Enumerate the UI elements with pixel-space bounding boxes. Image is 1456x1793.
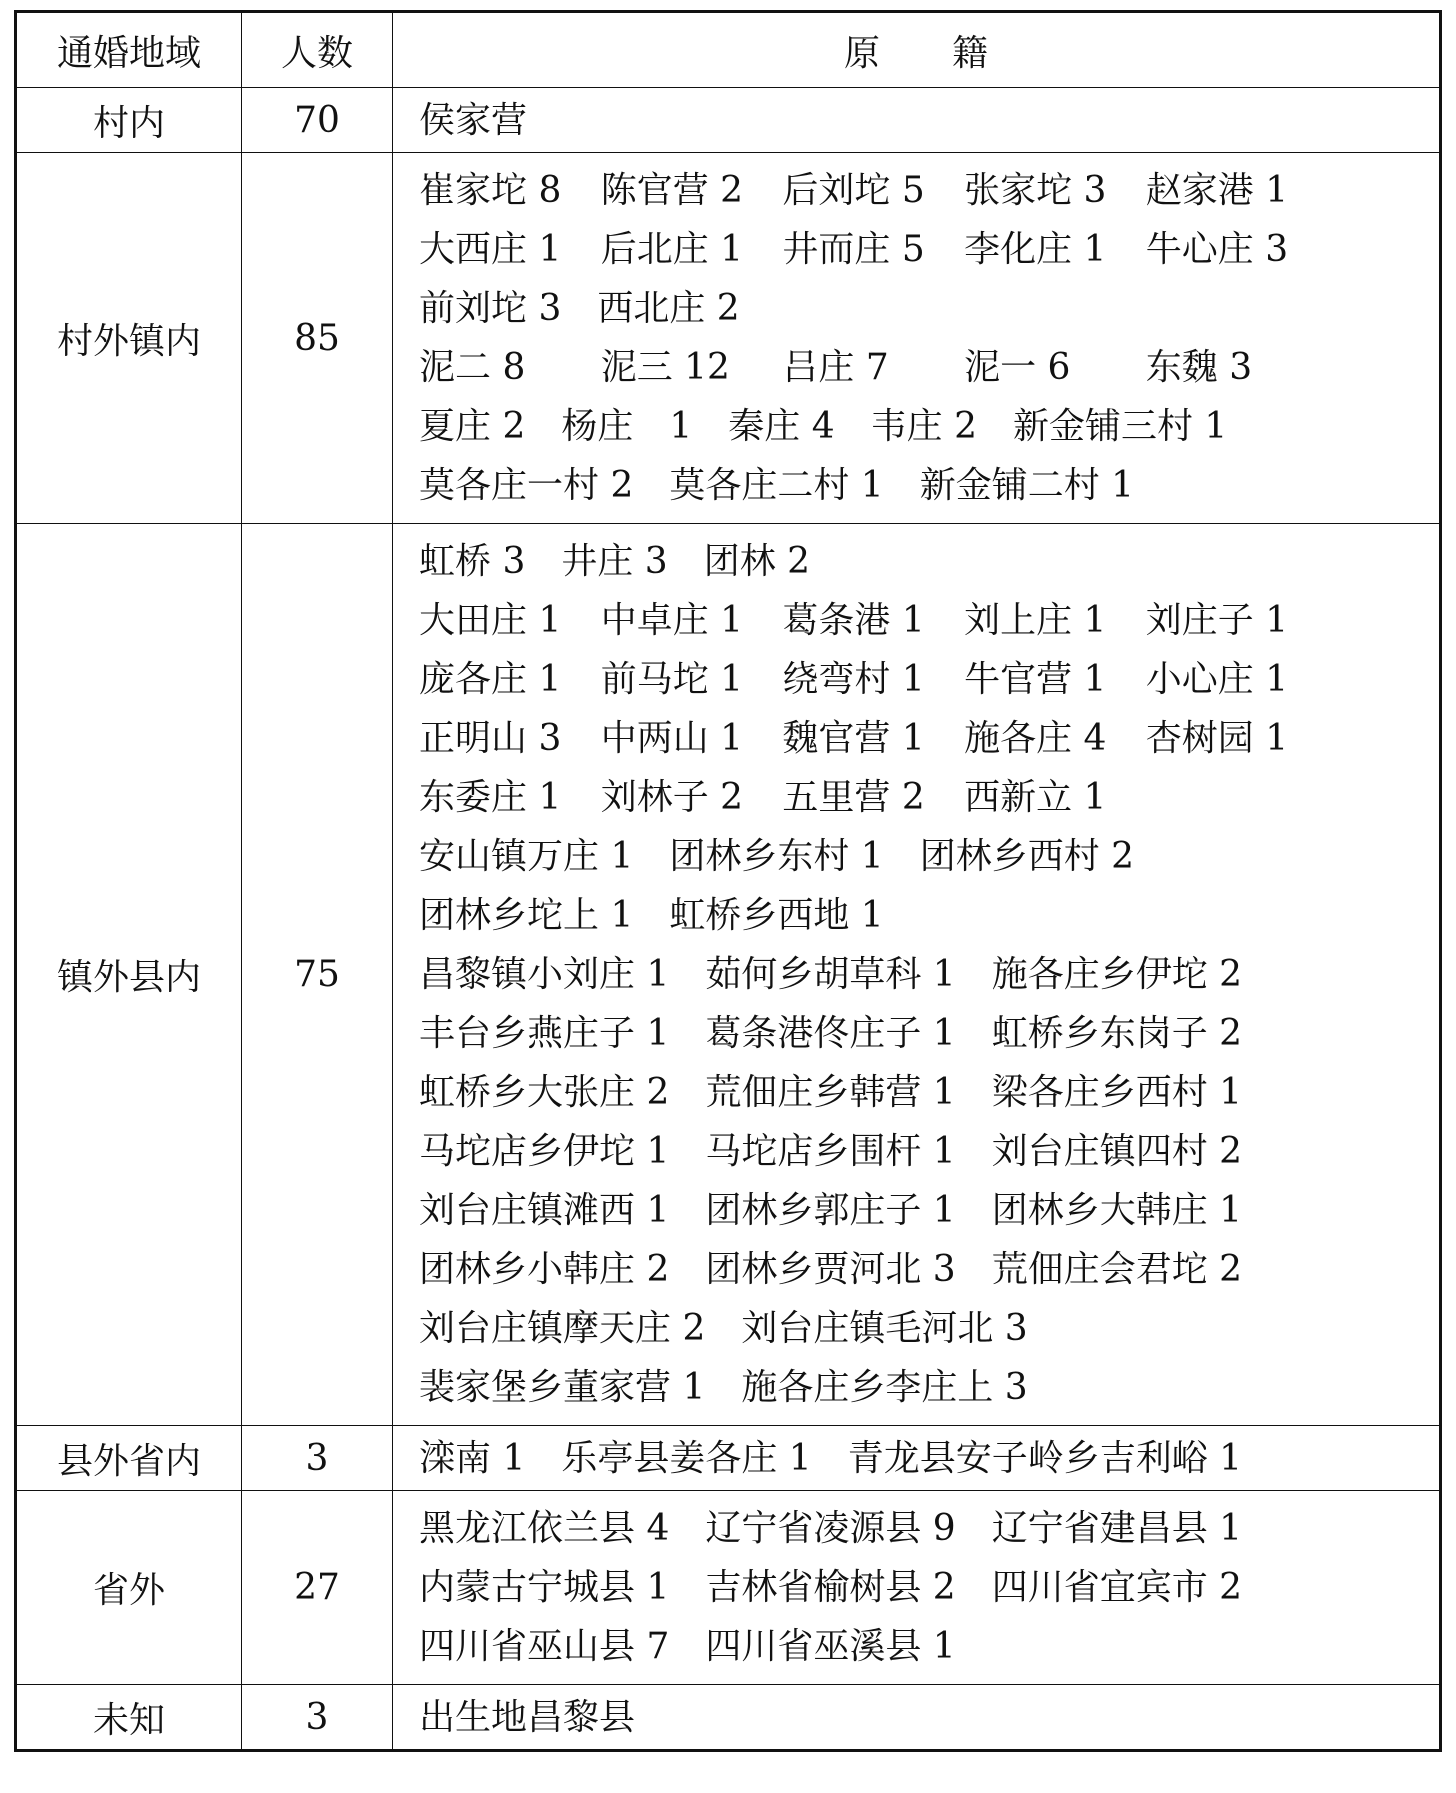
origin-cell	[393, 1426, 1441, 1491]
origin-line	[419, 91, 1439, 150]
origin-item: 大西庄 1	[419, 229, 562, 270]
origin-item: 荒佃庄会君坨 2	[991, 1249, 1243, 1290]
origin-line	[419, 1558, 1439, 1617]
origin-item: 四川省巫山县 7	[419, 1626, 670, 1667]
region-cell: 镇外县内	[16, 524, 242, 1426]
origin-item: 乐亭县姜各庄 1	[561, 1437, 812, 1479]
origin-item: 施各庄乡李庄上 3	[741, 1367, 1028, 1408]
count-cell: 27	[242, 1491, 393, 1685]
origin-item: 刘庄子 1	[1145, 600, 1289, 641]
origin-line	[419, 279, 1439, 338]
table-row	[16, 88, 1441, 153]
origin-line	[419, 1122, 1439, 1181]
origin-item: 杨庄 1	[561, 406, 693, 447]
origin-cell	[393, 88, 1441, 153]
origin-item: 正明山 3	[419, 718, 562, 759]
origin-item: 泥一 6	[964, 347, 1071, 388]
origin-item: 马坨店乡伊坨 1	[419, 1131, 670, 1172]
origin-line	[419, 650, 1439, 709]
origin-item: 秦庄 4	[728, 406, 835, 447]
origin-item: 魏官营 1	[782, 718, 925, 759]
origin-item: 侯家营	[419, 99, 528, 141]
table-row	[16, 524, 1441, 1426]
origin-item: 前马坨 1	[600, 659, 744, 700]
region-cell: 村内	[16, 88, 242, 153]
origin-line	[419, 1240, 1439, 1299]
table-row	[16, 153, 1441, 524]
origin-cell	[393, 153, 1441, 524]
origin-line	[419, 591, 1439, 650]
origin-item: 前刘坨 3	[419, 288, 562, 329]
region-cell: 未知	[16, 1685, 242, 1751]
origin-line	[419, 220, 1439, 279]
origin-line	[419, 456, 1439, 515]
region-cell: 省外	[16, 1491, 242, 1685]
origin-item: 刘台庄镇毛河北 3	[741, 1308, 1028, 1349]
origin-item: 丰台乡燕庄子 1	[419, 1013, 670, 1054]
origin-item: 刘林子 2	[600, 777, 744, 818]
origin-item: 中卓庄 1	[600, 600, 744, 641]
origin-item: 团林乡坨上 1	[419, 895, 634, 936]
origin-item: 莫各庄一村 2	[419, 465, 634, 506]
count-cell: 85	[242, 153, 393, 524]
origin-item: 新金铺二村 1	[919, 465, 1135, 506]
origin-item: 内蒙古宁城县 1	[419, 1567, 670, 1608]
region-cell: 县外省内	[16, 1426, 242, 1491]
origin-item: 后刘坨 5	[782, 170, 925, 211]
origin-item: 施各庄 4	[964, 718, 1107, 759]
count-cell: 75	[242, 524, 393, 1426]
origin-item: 泥三 12	[600, 347, 730, 388]
origin-item: 团林 2	[703, 541, 811, 582]
origin-item: 刘上庄 1	[964, 600, 1107, 641]
origin-item: 四川省巫溪县 1	[705, 1626, 956, 1667]
origin-item: 夏庄 2	[419, 406, 526, 447]
origin-item: 虹桥 3	[419, 541, 526, 582]
header-origin: 原 籍	[393, 12, 1441, 88]
origin-item: 五里营 2	[782, 777, 925, 818]
origin-cell	[393, 1685, 1441, 1751]
count-cell: 70	[242, 88, 393, 153]
count-cell: 3	[242, 1685, 393, 1751]
origin-cell	[393, 1491, 1441, 1685]
table-row	[16, 1426, 1441, 1491]
origin-item: 青龙县安子岭乡吉利峪 1	[847, 1437, 1243, 1479]
origin-item: 绕弯村 1	[782, 659, 925, 700]
origin-item: 张家坨 3	[964, 170, 1107, 211]
origin-item: 施各庄乡伊坨 2	[991, 954, 1243, 995]
origin-item: 茹何乡胡草科 1	[705, 954, 956, 995]
origin-line	[419, 532, 1439, 591]
origin-item: 团林乡贾河北 3	[705, 1249, 956, 1290]
origin-cell	[393, 524, 1441, 1426]
origin-item: 莫各庄二村 1	[669, 465, 884, 506]
origin-line	[419, 338, 1439, 397]
origin-item: 泥二 8	[419, 347, 526, 388]
origin-item: 赵家港 1	[1145, 170, 1289, 211]
origin-item: 韦庄 2	[870, 406, 977, 447]
origin-line	[419, 945, 1439, 1004]
origin-item: 中两山 1	[600, 718, 744, 759]
origin-item: 西北庄 2	[597, 288, 740, 329]
origin-item: 刘台庄镇四村 2	[991, 1131, 1243, 1172]
header-row	[16, 12, 1441, 88]
header-region: 通婚地域	[16, 12, 242, 88]
origin-line	[419, 827, 1439, 886]
region-cell: 村外镇内	[16, 153, 242, 524]
origin-item: 葛条港 1	[782, 600, 925, 641]
origin-item: 牛心庄 3	[1145, 229, 1289, 270]
origin-item: 团林乡小韩庄 2	[419, 1249, 670, 1290]
origin-item: 井庄 3	[561, 541, 668, 582]
origin-item: 安山镇万庄 1	[419, 836, 634, 877]
origin-item: 四川省宜宾市 2	[991, 1567, 1243, 1608]
origin-item: 团林乡郭庄子 1	[705, 1190, 956, 1231]
origin-item: 东委庄 1	[419, 777, 562, 818]
header-count: 人数	[242, 12, 393, 88]
origin-line	[419, 1299, 1439, 1358]
origin-item: 崔家坨 8	[419, 170, 562, 211]
origin-line	[419, 1358, 1439, 1417]
origin-item: 梁各庄乡西村 1	[991, 1072, 1243, 1113]
origin-line	[419, 709, 1439, 768]
origin-item: 辽宁省建昌县 1	[991, 1508, 1243, 1549]
origin-item: 东魏 3	[1145, 347, 1253, 388]
origin-line	[419, 1617, 1439, 1676]
origin-line	[419, 1499, 1439, 1558]
origin-item: 吉林省榆树县 2	[705, 1567, 956, 1608]
origin-line	[419, 1004, 1439, 1063]
origin-item: 虹桥乡西地 1	[669, 895, 884, 936]
origin-line	[419, 1688, 1439, 1747]
origin-item: 李化庄 1	[964, 229, 1107, 270]
origin-item: 团林乡大韩庄 1	[991, 1190, 1243, 1231]
origin-item: 荒佃庄乡韩营 1	[705, 1072, 956, 1113]
origin-item: 陈官营 2	[600, 170, 744, 211]
origin-item: 小心庄 1	[1145, 659, 1289, 700]
origin-item: 昌黎镇小刘庄 1	[419, 954, 670, 995]
table-row	[16, 1491, 1441, 1685]
table-body	[16, 88, 1441, 1751]
origin-item: 裴家堡乡董家营 1	[419, 1367, 706, 1408]
origin-item: 出生地昌黎县	[419, 1696, 636, 1738]
origin-item: 葛条港佟庄子 1	[705, 1013, 956, 1054]
origin-item: 辽宁省凌源县 9	[705, 1508, 956, 1549]
origin-line	[419, 886, 1439, 945]
count-cell: 3	[242, 1426, 393, 1491]
table-row	[16, 1685, 1441, 1751]
origin-item: 黑龙江依兰县 4	[419, 1508, 670, 1549]
origin-line	[419, 397, 1439, 456]
origin-item: 杏树园 1	[1145, 718, 1289, 759]
origin-item: 吕庄 7	[782, 347, 889, 388]
origin-item: 井而庄 5	[782, 229, 925, 270]
origin-item: 后北庄 1	[600, 229, 744, 270]
origin-item: 刘台庄镇摩天庄 2	[419, 1308, 706, 1349]
origin-item: 新金铺三村 1	[1012, 406, 1228, 447]
origin-item: 牛官营 1	[964, 659, 1107, 700]
origin-item: 滦南 1	[419, 1437, 526, 1479]
origin-line	[419, 1429, 1439, 1488]
origin-item: 庞各庄 1	[419, 659, 562, 700]
origin-item: 刘台庄镇滩西 1	[419, 1190, 670, 1231]
marriage-origin-table	[14, 10, 1442, 1752]
origin-item: 马坨店乡围杆 1	[705, 1131, 956, 1172]
origin-item: 西新立 1	[964, 777, 1107, 818]
origin-line	[419, 161, 1439, 220]
origin-line	[419, 1063, 1439, 1122]
origin-line	[419, 1181, 1439, 1240]
origin-item: 大田庄 1	[419, 600, 562, 641]
origin-item: 虹桥乡东岗子 2	[991, 1013, 1243, 1054]
origin-item: 团林乡西村 2	[919, 836, 1135, 877]
origin-item: 虹桥乡大张庄 2	[419, 1072, 670, 1113]
origin-item: 团林乡东村 1	[669, 836, 884, 877]
origin-line	[419, 768, 1439, 827]
